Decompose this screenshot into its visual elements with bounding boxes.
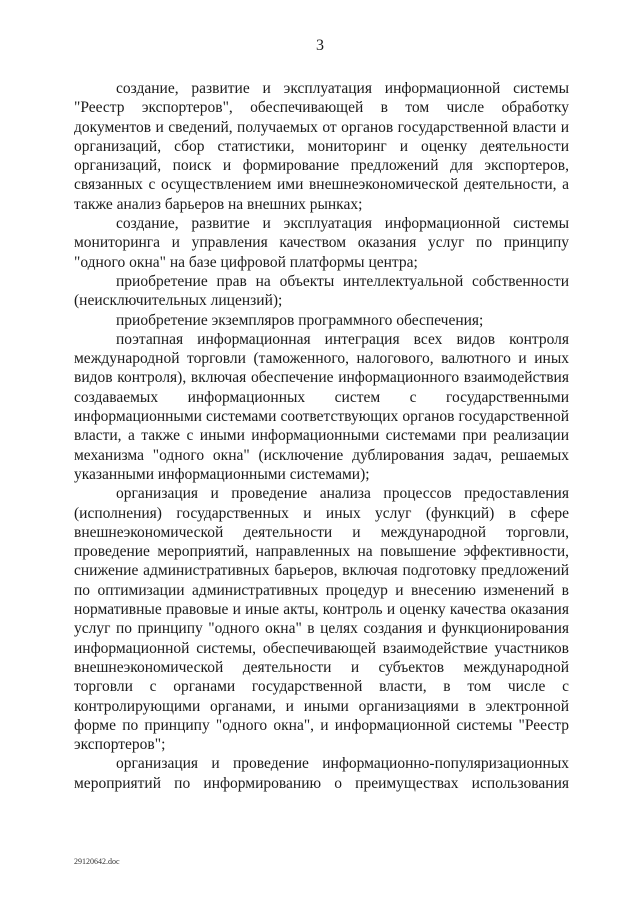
paragraph-7: организация и проведение информационно-популяризационных мероприятий по информированию о преимуществах использования [74, 755, 569, 792]
file-name-footer: 29120642.doc [74, 857, 120, 866]
paragraph-3: приобретение прав на объекты интеллектуальной собственности (неисключительных лицензий); [74, 272, 569, 310]
paragraph-6: организация и проведение анализа процессов предоставления (исполнения) государственных и иных услуг (функций) в сфере внешнеэкономической деятельности и международной торговли, проведение мероприятий, направленных на повышение эффективности, снижение административных барьеров, включая подготовку предложений по оптимизации административных процедур и внесению изменений в нормативные правовые и иные акты, контроль и оценку качества оказания услуг по принципу "одного окна" в целях создания и функционирования информационной системы, обеспечивающей взаимодействие участников внешнеэкономической деятельности и субъектов международной торговли с органами государственной власти, в том числе с контролирующими органами, и иными организациями в электронной форме по принципу "одного окна", и информационной системы "Реестр экспортеров"; [74, 485, 569, 754]
paragraph-1: создание, развитие и эксплуатация информационной системы "Реестр экспортеров", обеспечивающей в том числе обработку документов и сведений, получаемых от органов государственной власти и организаций, сбор статистики, мониторинг и оценку деятельности организаций, поиск и формирование предложений для экспортеров, связанных с осуществлением ими внешнеэкономической деятельности, а также анализ барьеров на внешних рынках; [74, 80, 569, 213]
paragraph-4: приобретение экземпляров программного обеспечения; [116, 311, 484, 329]
paragraph-5: поэтапная информационная интеграция всех видов контроля международной торговли (таможенного, налогового, валютного и иных видов контроля), включая обеспечение информационного взаимодействия создаваемых информационных систем с государственными информационными системами соответствующих органов государственной власти, а также с иными информационными системами при реализации механизма "одного окна" (исключение дублирования задач, решаемых указанными информационными системами); [74, 330, 569, 483]
document-body [74, 79, 569, 793]
page-number: 3 [316, 37, 324, 54]
paragraph-2: создание, развитие и эксплуатация информационной системы мониторинга и управления качеством оказания услуг по принципу "одного окна" на базе цифровой платформы центра; [74, 215, 569, 271]
